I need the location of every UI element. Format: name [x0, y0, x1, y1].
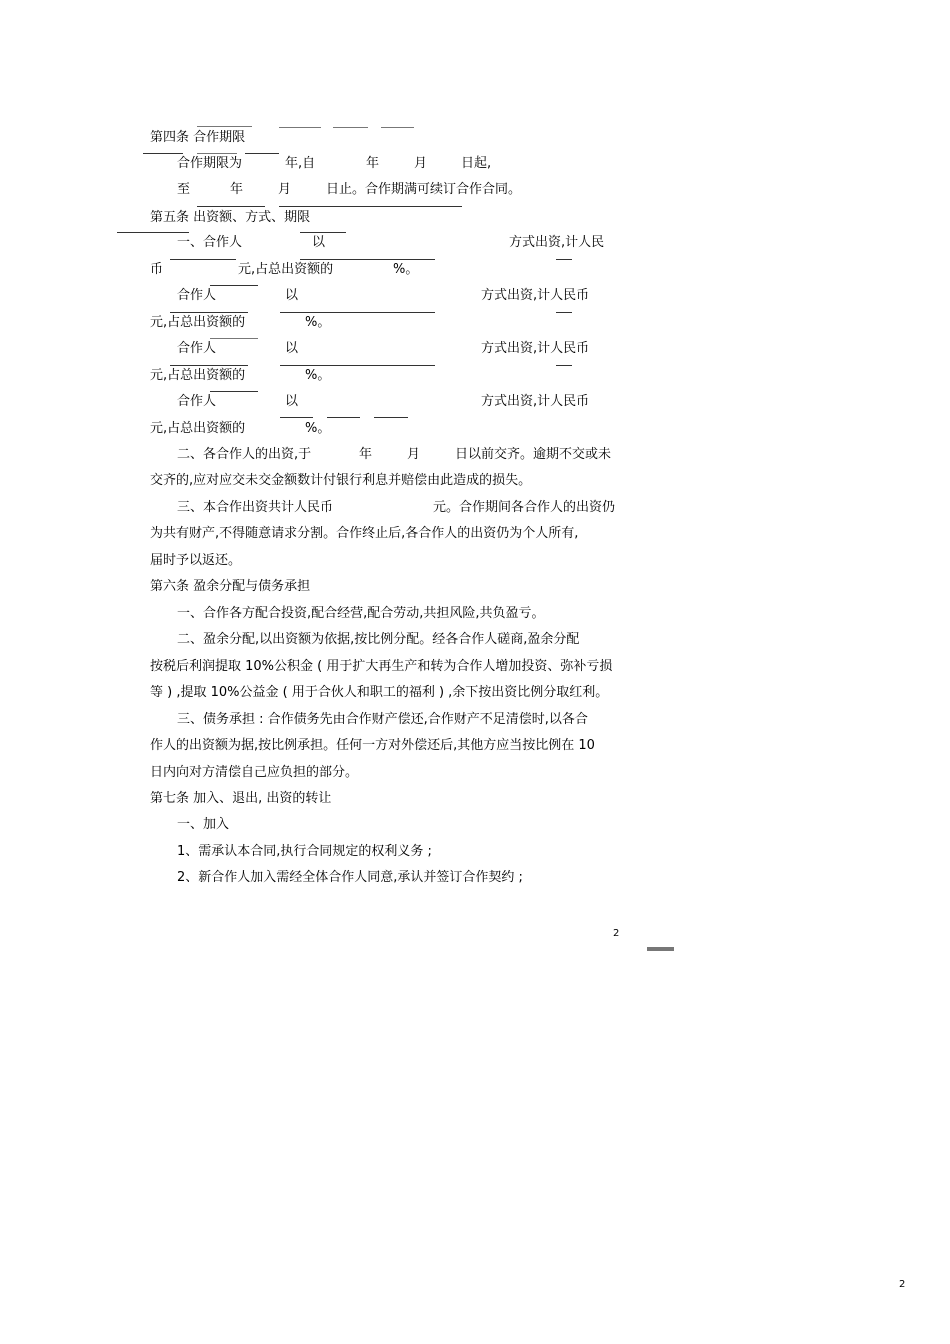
contributor-e: %。: [305, 421, 331, 436]
blank-line: [327, 417, 360, 418]
contributor-c: 方式出资,计人民币: [481, 394, 590, 409]
blank-line: [556, 365, 572, 366]
contributor-c: 方式出资,计人民币: [481, 288, 590, 303]
article5-para3-b: 元。合作期间各合作人的出资仍: [433, 500, 616, 515]
article6-para3-c: 日内向对方清偿自己应负担的部分。: [150, 765, 359, 780]
contributor-a: 合作人: [177, 288, 217, 303]
contributor-c: 方式出资,计人民币: [481, 341, 590, 356]
contributor-b: 以: [285, 394, 299, 409]
blank-line: [210, 391, 258, 392]
blank-line: [170, 259, 236, 260]
article5-para3-c: 为共有财产,不得随意请求分割。合作终止后,各合作人的出资仍为个人所有,: [150, 526, 579, 541]
blank-line: [374, 417, 408, 418]
article6-para2-c: 等 ) ,提取 10%公益金 ( 用于合伙人和职工的福利 ) ,余下按出资比例分取红利。: [150, 685, 609, 700]
article4-line2-b: 年: [230, 182, 244, 197]
article4-line2-d: 日止。合作期满可续订合作合同。: [326, 182, 522, 197]
blank-line: [143, 153, 183, 154]
contributor-d: 元,占总出资额的: [150, 315, 246, 330]
blank-line: [210, 285, 258, 286]
blank-line: [280, 417, 313, 418]
blank-line: [333, 127, 368, 128]
article5-para2-a: 二、各合作人的出资,于: [177, 447, 312, 462]
corner-page-number: 2: [899, 1279, 906, 1290]
article5-para1-d: 币: [150, 262, 164, 277]
blank-line: [300, 259, 435, 260]
contributor-e: %。: [305, 368, 331, 383]
article5-heading: 第五条 出资额、方式、期限: [150, 210, 311, 225]
contributor-a: 合作人: [177, 394, 217, 409]
contributor-a: 合作人: [177, 341, 217, 356]
blank-line: [170, 312, 248, 313]
article4-line1-a: 合作期限为: [177, 156, 243, 171]
blank-line: [197, 153, 237, 154]
article5-para1-c: 方式出资,计人民: [509, 235, 605, 250]
blank-line: [280, 312, 435, 313]
article4-line1-d: 月: [414, 156, 428, 171]
article4-line1-c: 年: [366, 156, 380, 171]
article5-para1-b: 以: [312, 235, 326, 250]
article6-para2-a: 二、盈余分配,以出资额为依据,按比例分配。经各合作人磋商,盈余分配: [177, 632, 580, 647]
article7-heading: 第七条 加入、退出, 出资的转让: [150, 791, 332, 806]
page-number: 2: [613, 928, 620, 939]
article5-para2-d: 日以前交齐。逾期不交或未: [455, 447, 612, 462]
article7-para2: 1、需承认本合同,执行合同规定的权利义务 ;: [177, 844, 432, 859]
blank-line: [117, 232, 189, 233]
blank-line: [245, 153, 279, 154]
article5-para1-a: 一、合作人: [177, 235, 243, 250]
blank-line: [556, 259, 572, 260]
contributor-d: 元,占总出资额的: [150, 368, 246, 383]
article7-para1: 一、加入: [177, 817, 230, 832]
article6-para2-b: 按税后利润提取 10%公积金 ( 用于扩大再生产和转为合作人增加投资、弥补亏损: [150, 659, 613, 674]
article5-para1-f: %。: [393, 262, 419, 277]
article4-heading: 第四条 合作期限: [150, 130, 246, 145]
blank-line: [381, 127, 414, 128]
article5-para2-c: 月: [407, 447, 421, 462]
article5-para1-e: 元,占总出资额的: [238, 262, 334, 277]
contributor-b: 以: [285, 341, 299, 356]
article5-para3-a: 三、本合作出资共计人民币: [177, 500, 334, 515]
article5-para2-b: 年: [359, 447, 373, 462]
blank-line: [170, 365, 248, 366]
article4-line2-a: 至: [177, 182, 191, 197]
article6-para3-a: 三、债务承担 : 合作债务先由合作财产偿还,合作财产不足清偿时,以各合: [177, 712, 588, 727]
article5-para2-e: 交齐的,应对应交未交金额数计付银行利息并赔偿由此造成的损失。: [150, 473, 532, 488]
blank-line: [279, 127, 321, 128]
blank-line: [280, 365, 435, 366]
article6-heading: 第六条 盈余分配与债务承担: [150, 579, 311, 594]
article6-para3-b: 作人的出资额为据,按比例承担。任何一方对外偿还后,其他方应当按比例在 10: [150, 738, 595, 753]
blank-line: [279, 206, 462, 207]
article6-para1: 一、合作各方配合投资,配合经营,配合劳动,共担风险,共负盈亏。: [177, 606, 545, 621]
article4-line1-b: 年,自: [285, 156, 316, 171]
article4-line2-c: 月: [278, 182, 292, 197]
blank-line: [210, 338, 258, 339]
contributor-b: 以: [285, 288, 299, 303]
blank-line: [556, 312, 572, 313]
blank-line: [300, 232, 346, 233]
footer-rule: [647, 947, 674, 951]
blank-line: [197, 126, 252, 127]
article4-line1-e: 日起,: [461, 156, 492, 171]
blank-line: [197, 206, 265, 207]
article5-para3-d: 届时予以返还。: [150, 553, 242, 568]
article7-para3: 2、新合作人加入需经全体合作人同意,承认并签订合作契约 ;: [177, 870, 523, 885]
contributor-e: %。: [305, 315, 331, 330]
contributor-d: 元,占总出资额的: [150, 421, 246, 436]
